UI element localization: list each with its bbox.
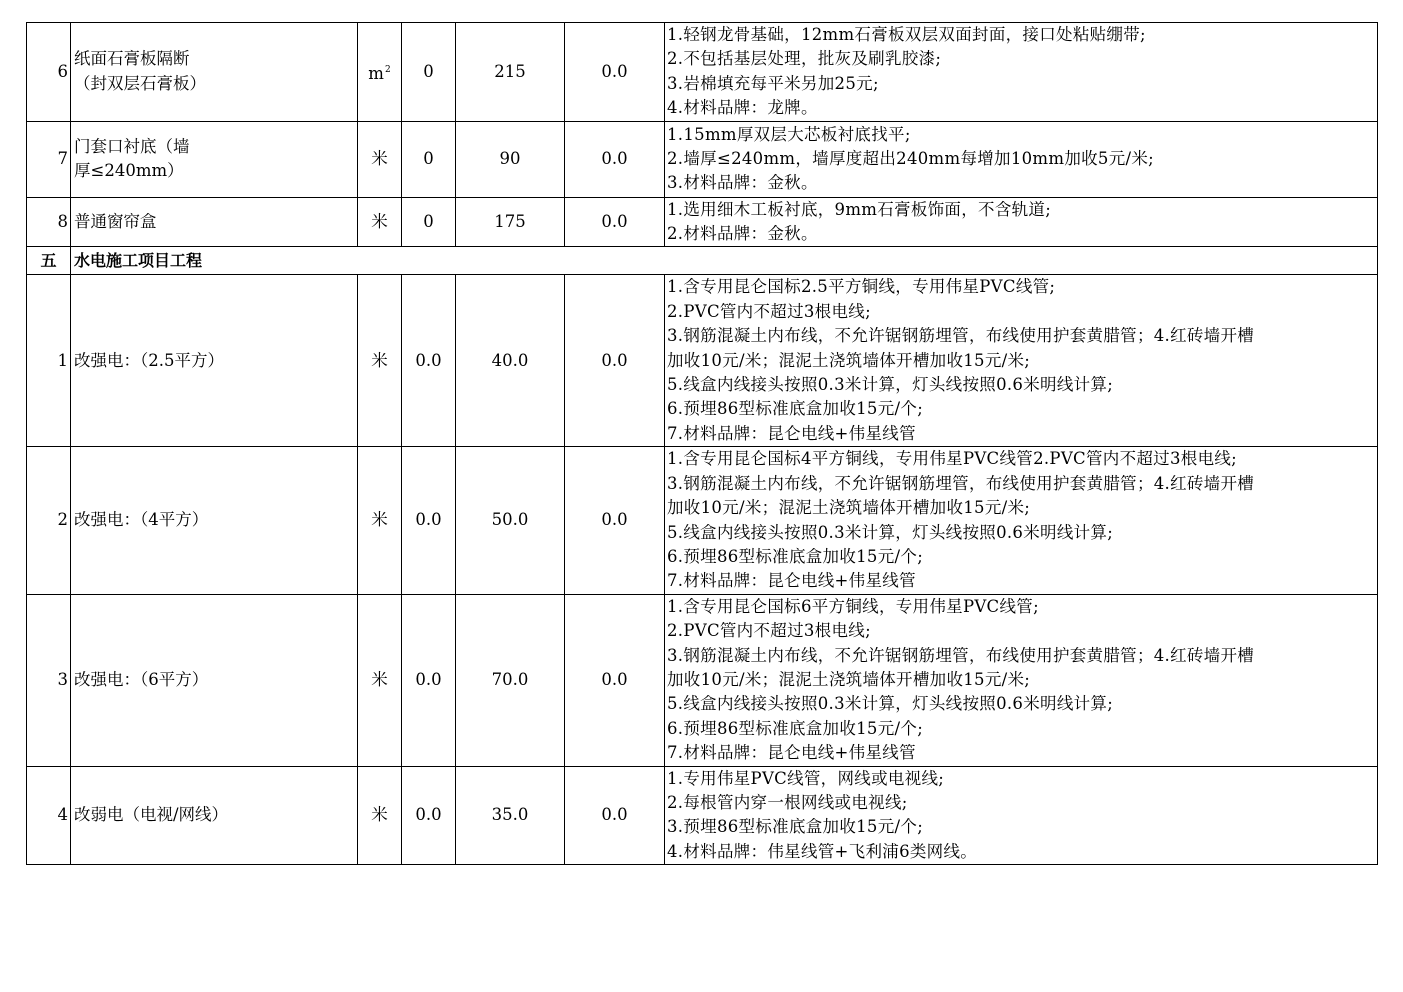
total-cell <box>565 197 665 247</box>
row-number-cell <box>27 197 71 247</box>
quantity: 0.0 <box>415 805 442 825</box>
section-header-row <box>27 247 1378 275</box>
note-line: 2.墙厚≤240mm，墙厚度超出240mm每增加10mm加收5元/米; <box>667 148 1155 168</box>
item-name-line: 改强电：（6平方） <box>74 669 209 689</box>
total-cell <box>565 275 665 447</box>
row-number-cell <box>27 23 71 122</box>
item-name-cell <box>71 275 358 447</box>
item-name-line: 门套口衬底（墙 <box>74 136 190 156</box>
unit: 米 <box>371 669 388 689</box>
note-line: 加收10元/米；混泥土浇筑墙体开槽加收15元/米; <box>667 498 1031 518</box>
note-line: 4.材料品牌：龙牌。 <box>667 98 818 118</box>
note-line: 7.材料品牌：昆仑电线+伟星线管 <box>667 423 916 443</box>
row-number-cell <box>27 594 71 766</box>
quantity: 0.0 <box>415 669 442 689</box>
section-title-cell <box>71 247 1378 275</box>
note-line: 2.PVC管内不超过3根电线; <box>667 301 871 321</box>
note-line: 1.15mm厚双层大芯板衬底找平; <box>667 124 911 144</box>
quantity: 0.0 <box>415 350 442 370</box>
item-name-line: 改强电：（2.5平方） <box>74 350 224 370</box>
unit-price: 215 <box>494 61 526 81</box>
row-number: 2 <box>57 510 68 530</box>
note-line: 加收10元/米；混泥土浇筑墙体开槽加收15元/米; <box>667 350 1031 370</box>
notes-cell <box>665 594 1378 766</box>
unit-price-cell <box>456 275 565 447</box>
total: 0.0 <box>601 61 628 81</box>
row-number-cell <box>27 766 71 865</box>
total: 0.0 <box>601 211 628 231</box>
item-name-cell <box>71 197 358 247</box>
table-row <box>27 23 1378 122</box>
unit-price: 70.0 <box>491 669 529 689</box>
total: 0.0 <box>601 510 628 530</box>
note-line: 5.线盒内线接头按照0.3米计算，灯头线按照0.6米明线计算; <box>667 522 1114 542</box>
notes-cell <box>665 23 1378 122</box>
item-name-cell <box>71 23 358 122</box>
section-number-cell <box>27 247 71 275</box>
item-name-line: 纸面石膏板隔断 <box>74 49 190 69</box>
unit-cell <box>358 121 402 197</box>
note-line: 3.钢筋混凝土内布线，不允许锯钢筋埋管，布线使用护套黄腊管；4.红砖墙开槽 <box>667 473 1255 493</box>
item-name-cell <box>71 766 358 865</box>
item-name-line: 厚≤240mm） <box>74 161 184 181</box>
total-cell <box>565 594 665 766</box>
item-name-cell <box>71 594 358 766</box>
quantity-cell <box>402 23 456 122</box>
quantity: 0 <box>423 61 434 81</box>
unit-superscript: 2 <box>384 64 391 75</box>
note-line: 7.材料品牌：昆仑电线+伟星线管 <box>667 571 916 591</box>
total: 0.0 <box>601 350 628 370</box>
quantity-cell <box>402 197 456 247</box>
section-number: 五 <box>40 250 57 270</box>
note-line: 2.材料品牌：金秋。 <box>667 224 818 244</box>
unit: 米 <box>371 148 388 168</box>
table-row <box>27 766 1378 865</box>
note-line: 3.钢筋混凝土内布线，不允许锯钢筋埋管，布线使用护套黄腊管；4.红砖墙开槽 <box>667 645 1255 665</box>
total: 0.0 <box>601 669 628 689</box>
unit: m <box>368 63 384 83</box>
item-name-cell <box>71 121 358 197</box>
note-line: 6.预埋86型标准底盒加收15元/个; <box>667 399 924 419</box>
note-line: 1.选用细木工板衬底，9mm石膏板饰面，不含轨道; <box>667 199 1052 219</box>
quantity: 0.0 <box>415 510 442 530</box>
notes-cell <box>665 121 1378 197</box>
row-number: 4 <box>57 805 68 825</box>
row-number: 7 <box>57 148 68 168</box>
row-number-cell <box>27 121 71 197</box>
item-name-line: （封双层石膏板） <box>74 73 206 93</box>
table-row <box>27 275 1378 447</box>
quantity-cell <box>402 275 456 447</box>
quantity: 0 <box>423 211 434 231</box>
unit: 米 <box>371 350 388 370</box>
note-line: 2.PVC管内不超过3根电线; <box>667 621 871 641</box>
unit-price: 50.0 <box>491 510 529 530</box>
quantity: 0 <box>423 148 434 168</box>
quote-table-body <box>27 23 1378 865</box>
note-line: 3.钢筋混凝土内布线，不允许锯钢筋埋管，布线使用护套黄腊管；4.红砖墙开槽 <box>667 326 1255 346</box>
total: 0.0 <box>601 805 628 825</box>
note-line: 3.岩棉填充每平米另加25元; <box>667 73 879 93</box>
quantity-cell <box>402 447 456 594</box>
item-name-line: 改弱电（电视/网线） <box>74 805 229 825</box>
note-line: 2.不包括基层处理，批灰及刷乳胶漆; <box>667 49 942 69</box>
note-line: 1.含专用昆仑国标4平方铜线，专用伟星PVC线管2.PVC管内不超过3根电线; <box>667 449 1238 469</box>
unit-price-cell <box>456 197 565 247</box>
unit-price-cell <box>456 121 565 197</box>
note-line: 1.专用伟星PVC线管，网线或电视线; <box>667 768 945 788</box>
row-number-cell <box>27 447 71 594</box>
note-line: 6.预埋86型标准底盒加收15元/个; <box>667 546 924 566</box>
unit-cell <box>358 23 402 122</box>
unit: 米 <box>371 211 388 231</box>
unit-cell <box>358 275 402 447</box>
unit-price-cell <box>456 766 565 865</box>
unit-cell <box>358 197 402 247</box>
unit: 米 <box>371 805 388 825</box>
notes-cell <box>665 275 1378 447</box>
unit-price: 40.0 <box>491 350 529 370</box>
unit-cell <box>358 447 402 594</box>
unit-price: 90 <box>499 148 521 168</box>
item-name-cell <box>71 447 358 594</box>
unit: 米 <box>371 510 388 530</box>
notes-cell <box>665 766 1378 865</box>
note-line: 7.材料品牌：昆仑电线+伟星线管 <box>667 743 916 763</box>
total: 0.0 <box>601 148 628 168</box>
table-row <box>27 121 1378 197</box>
note-line: 4.材料品牌：伟星线管+飞利浦6类网线。 <box>667 841 978 861</box>
unit-price-cell <box>456 594 565 766</box>
notes-cell <box>665 447 1378 594</box>
row-number: 8 <box>57 211 68 231</box>
row-number-cell <box>27 275 71 447</box>
row-number: 3 <box>57 669 68 689</box>
total-cell <box>565 766 665 865</box>
unit-price-cell <box>456 447 565 594</box>
item-name-line: 普通窗帘盒 <box>74 211 157 231</box>
unit-price-cell <box>456 23 565 122</box>
note-line: 3.预埋86型标准底盒加收15元/个; <box>667 817 924 837</box>
note-line: 5.线盒内线接头按照0.3米计算，灯头线按照0.6米明线计算; <box>667 694 1114 714</box>
note-line: 1.含专用昆仑国标6平方铜线，专用伟星PVC线管; <box>667 596 1039 616</box>
table-row <box>27 197 1378 247</box>
unit-cell <box>358 766 402 865</box>
note-line: 1.含专用昆仑国标2.5平方铜线，专用伟星PVC线管; <box>667 277 1056 297</box>
total-cell <box>565 121 665 197</box>
row-number: 1 <box>57 350 68 370</box>
total-cell <box>565 23 665 122</box>
quantity-cell <box>402 121 456 197</box>
quote-table <box>26 22 1378 865</box>
note-line: 加收10元/米；混泥土浇筑墙体开槽加收15元/米; <box>667 669 1031 689</box>
quantity-cell <box>402 766 456 865</box>
note-line: 2.每根管内穿一根网线或电视线; <box>667 792 908 812</box>
quantity-cell <box>402 594 456 766</box>
note-line: 3.材料品牌：金秋。 <box>667 173 818 193</box>
section-title: 水电施工项目工程 <box>74 250 203 270</box>
unit-cell <box>358 594 402 766</box>
note-line: 6.预埋86型标准底盒加收15元/个; <box>667 718 924 738</box>
unit-price: 35.0 <box>491 805 529 825</box>
table-row <box>27 594 1378 766</box>
unit-price: 175 <box>494 211 526 231</box>
note-line: 5.线盒内线接头按照0.3米计算，灯头线按照0.6米明线计算; <box>667 375 1114 395</box>
notes-cell <box>665 197 1378 247</box>
item-name-line: 改强电：（4平方） <box>74 510 209 530</box>
table-row <box>27 447 1378 594</box>
total-cell <box>565 447 665 594</box>
row-number: 6 <box>57 61 68 81</box>
note-line: 1.轻钢龙骨基础，12mm石膏板双层双面封面，接口处粘贴绷带; <box>667 25 1146 44</box>
